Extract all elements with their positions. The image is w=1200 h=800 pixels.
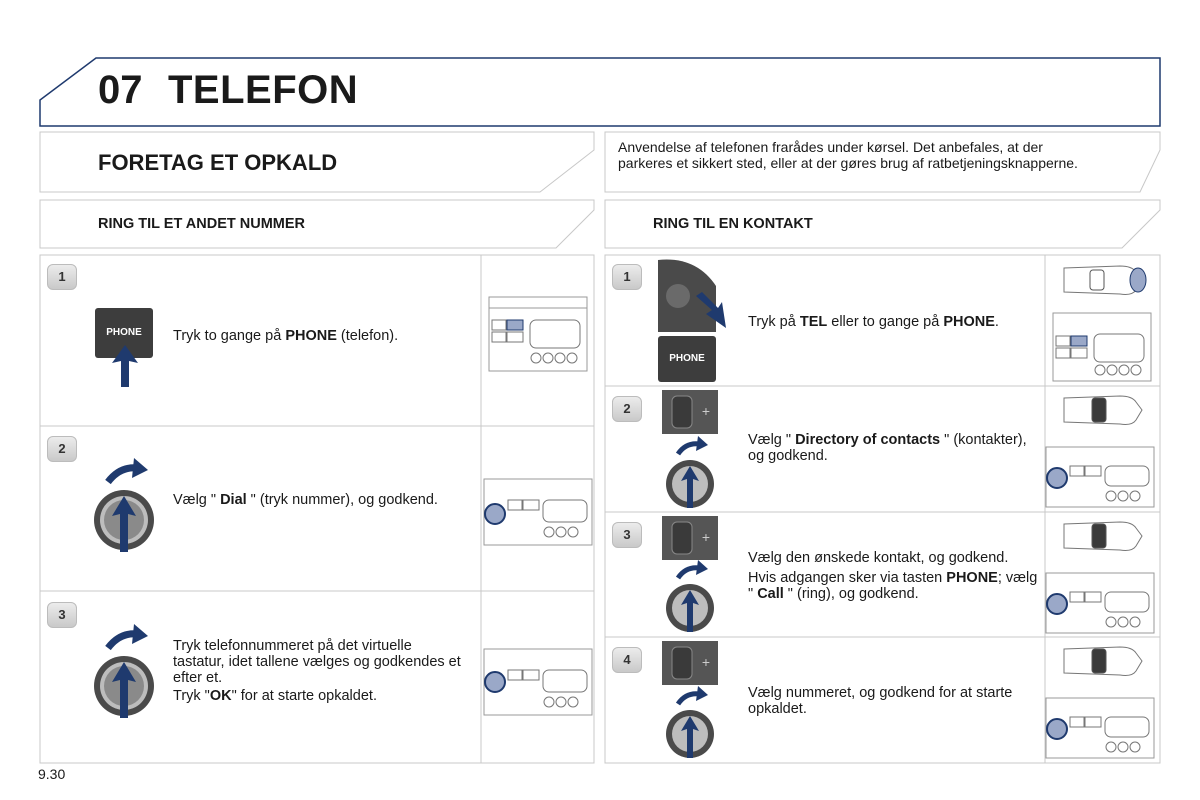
- steering-wheel-control-icon: [662, 641, 718, 685]
- rotary-knob-icon: [664, 686, 718, 760]
- radio-panel-diagram: [488, 296, 588, 372]
- rotary-knob-icon: [664, 436, 718, 510]
- rotary-knob-icon: [90, 458, 162, 558]
- step-text: Tryk på TEL eller to gange på PHONE.: [748, 314, 999, 330]
- chapter-number: 07: [98, 68, 143, 112]
- radio-panel-diagram: [483, 648, 593, 716]
- step-text: Vælg den ønskede kontakt, og godkend. Hvis adgangen sker via tasten PHONE; vælg " Call " (ring), og godkend.: [748, 550, 1038, 602]
- left-subsection-title: RING TIL ET ANDET NUMMER: [98, 216, 306, 232]
- arrow-up-icon: [110, 343, 140, 389]
- steering-stalk-diagram: [1060, 260, 1150, 300]
- step-badge: 3: [612, 522, 642, 548]
- radio-panel-diagram: [483, 478, 593, 546]
- step-badge: 1: [47, 264, 77, 290]
- page-number: 9.30: [38, 766, 66, 782]
- step-text: Tryk to gange på PHONE (telefon).: [173, 328, 399, 344]
- steering-wheel-control-icon: [662, 390, 718, 434]
- radio-panel-diagram: [1045, 697, 1155, 759]
- section-title: FORETAG ET OPKALD: [98, 150, 338, 175]
- svg-text:+: +: [701, 403, 711, 419]
- step-text: Vælg nummeret, og godkend for at starte opkaldet.: [748, 685, 1013, 717]
- radio-panel-diagram: [1052, 312, 1152, 382]
- step-badge: 4: [612, 647, 642, 673]
- step-badge: 1: [612, 264, 642, 290]
- step-text: Vælg " Directory of contacts " (kontakter), og godkend.: [748, 432, 1027, 464]
- step-badge: 3: [47, 602, 77, 628]
- step-text: Tryk telefonnummeret på det virtuelle tastatur, idet tallene vælges og godkendes et efter et. Tryk "OK" for at starte opkaldet.: [173, 638, 461, 704]
- rotary-knob-icon: [90, 624, 162, 724]
- step-badge: 2: [47, 436, 77, 462]
- step-badge: 2: [612, 396, 642, 422]
- steering-stalk-diagram: [1060, 390, 1150, 430]
- step-text: Vælg " Dial " (tryk nummer), og godkend.: [173, 492, 438, 508]
- svg-text:+: +: [701, 529, 711, 545]
- right-subsection-title: RING TIL EN KONTAKT: [653, 216, 813, 232]
- radio-panel-diagram: [1045, 446, 1155, 508]
- chapter-title: TELEFON: [168, 68, 359, 112]
- steering-control-icon: [656, 256, 728, 332]
- steering-stalk-diagram: [1060, 516, 1150, 556]
- phone-button-icon: PHONE: [658, 336, 716, 382]
- phone-button-icon: PHONE: [95, 308, 153, 358]
- steering-stalk-diagram: [1060, 641, 1150, 681]
- radio-panel-diagram: [1045, 572, 1155, 634]
- steering-wheel-control-icon: [662, 516, 718, 560]
- warning-note: Anvendelse af telefonen frarådes under kørsel. Det anbefales, at der parkeres et sikkert sted, eller at der gøres brug af ratbetjeningsknapperne.: [618, 139, 1078, 171]
- svg-text:+: +: [701, 654, 711, 670]
- rotary-knob-icon: [664, 560, 718, 634]
